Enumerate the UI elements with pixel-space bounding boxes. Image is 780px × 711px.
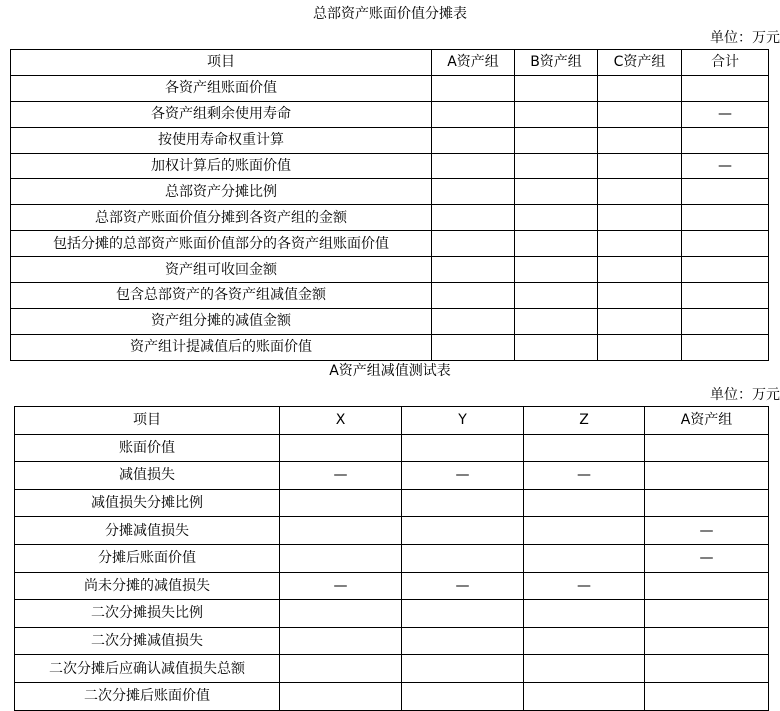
table-cell bbox=[682, 283, 769, 309]
column-header: Y bbox=[402, 407, 524, 435]
table-cell bbox=[598, 153, 682, 179]
table-cell: — bbox=[524, 572, 645, 600]
row-label: 二次分摊后应确认减值损失总额 bbox=[15, 655, 280, 683]
row-label: 分摊后账面价值 bbox=[15, 544, 280, 572]
row-label: 分摊减值损失 bbox=[15, 517, 280, 545]
row-label: 资产组分摊的减值金额 bbox=[11, 308, 432, 334]
row-label: 总部资产分摊比例 bbox=[11, 179, 432, 205]
table-cell bbox=[402, 600, 524, 628]
table-row bbox=[11, 257, 769, 283]
table-cell: — bbox=[402, 572, 524, 600]
table-cell bbox=[524, 682, 645, 710]
table-row bbox=[15, 572, 769, 600]
row-label: 减值损失 bbox=[15, 462, 280, 490]
table-cell bbox=[432, 283, 515, 309]
table-cell bbox=[645, 572, 769, 600]
row-label: 包含总部资产的各资产组减值金额 bbox=[11, 283, 432, 309]
table-cell bbox=[515, 283, 598, 309]
table-cell: — bbox=[645, 517, 769, 545]
table-cell bbox=[432, 205, 515, 231]
table-cell bbox=[598, 283, 682, 309]
table-cell bbox=[280, 489, 402, 517]
table-row bbox=[15, 462, 769, 490]
table-cell: — bbox=[645, 544, 769, 572]
table-cell bbox=[402, 627, 524, 655]
column-header: A资产组 bbox=[645, 407, 769, 435]
table1-title: 总部资产账面价值分摊表 bbox=[313, 6, 467, 22]
table-cell bbox=[432, 153, 515, 179]
table-cell bbox=[432, 257, 515, 283]
table-cell bbox=[280, 434, 402, 462]
table2-title: A资产组减值测试表 bbox=[329, 363, 451, 379]
table-cell: — bbox=[402, 462, 524, 490]
table-cell bbox=[645, 489, 769, 517]
table-row bbox=[11, 127, 769, 153]
table-cell bbox=[598, 101, 682, 127]
table-row bbox=[11, 308, 769, 334]
row-label: 包括分摊的总部资产账面价值部分的各资产组账面价值 bbox=[11, 231, 432, 257]
column-header: 项目 bbox=[15, 407, 280, 435]
column-header: 项目 bbox=[11, 50, 432, 76]
table-row bbox=[11, 153, 769, 179]
header-row bbox=[11, 50, 769, 76]
column-header: Z bbox=[524, 407, 645, 435]
asset-group-a-impairment-table bbox=[14, 406, 769, 711]
table-cell: — bbox=[280, 572, 402, 600]
table-cell bbox=[515, 231, 598, 257]
table-cell bbox=[598, 334, 682, 360]
table-cell bbox=[515, 75, 598, 101]
table-cell bbox=[645, 655, 769, 683]
row-label: 加权计算后的账面价值 bbox=[11, 153, 432, 179]
row-label: 尚未分摊的减值损失 bbox=[15, 572, 280, 600]
table2-header bbox=[15, 407, 769, 435]
table-cell bbox=[682, 127, 769, 153]
header-row bbox=[15, 407, 769, 435]
table-cell bbox=[645, 434, 769, 462]
table-row bbox=[15, 489, 769, 517]
table-cell bbox=[515, 153, 598, 179]
table-cell bbox=[682, 75, 769, 101]
column-header: A资产组 bbox=[432, 50, 515, 76]
row-label: 资产组可收回金额 bbox=[11, 257, 432, 283]
table-cell bbox=[515, 127, 598, 153]
table-cell bbox=[280, 600, 402, 628]
table-cell bbox=[402, 682, 524, 710]
table-cell bbox=[402, 517, 524, 545]
table-cell bbox=[402, 655, 524, 683]
table-row bbox=[11, 205, 769, 231]
table-cell bbox=[598, 308, 682, 334]
table-cell bbox=[598, 75, 682, 101]
table-cell bbox=[432, 101, 515, 127]
table-cell bbox=[402, 489, 524, 517]
table-row bbox=[15, 600, 769, 628]
table-row bbox=[15, 682, 769, 710]
headquarters-asset-allocation-table bbox=[10, 49, 769, 361]
table-cell bbox=[432, 308, 515, 334]
row-label: 各资产组账面价值 bbox=[11, 75, 432, 101]
table-cell bbox=[515, 308, 598, 334]
table-row bbox=[11, 179, 769, 205]
table-cell bbox=[682, 205, 769, 231]
table-cell bbox=[432, 75, 515, 101]
table-cell bbox=[524, 434, 645, 462]
table-cell bbox=[524, 517, 645, 545]
table-cell bbox=[432, 231, 515, 257]
table-cell bbox=[682, 231, 769, 257]
table-cell bbox=[598, 231, 682, 257]
column-header: C资产组 bbox=[598, 50, 682, 76]
table-cell bbox=[598, 127, 682, 153]
table-cell bbox=[432, 334, 515, 360]
row-label: 账面价值 bbox=[15, 434, 280, 462]
table-row bbox=[11, 231, 769, 257]
table-cell bbox=[524, 489, 645, 517]
table-cell bbox=[598, 257, 682, 283]
table1-unit: 单位：万元 bbox=[710, 30, 780, 46]
table-cell bbox=[402, 544, 524, 572]
table-cell: — bbox=[280, 462, 402, 490]
table-row bbox=[15, 655, 769, 683]
table-cell bbox=[645, 627, 769, 655]
table-cell bbox=[515, 334, 598, 360]
table-cell bbox=[682, 257, 769, 283]
table-row bbox=[11, 75, 769, 101]
column-header: 合计 bbox=[682, 50, 769, 76]
table-cell bbox=[682, 179, 769, 205]
table-row bbox=[15, 627, 769, 655]
row-label: 二次分摊减值损失 bbox=[15, 627, 280, 655]
table-cell bbox=[645, 462, 769, 490]
table-cell bbox=[524, 627, 645, 655]
table-cell bbox=[682, 334, 769, 360]
table-row bbox=[11, 101, 769, 127]
table-cell bbox=[280, 627, 402, 655]
row-label: 减值损失分摊比例 bbox=[15, 489, 280, 517]
table-row bbox=[11, 283, 769, 309]
column-header: X bbox=[280, 407, 402, 435]
column-header: B资产组 bbox=[515, 50, 598, 76]
table-cell: — bbox=[524, 462, 645, 490]
table-cell bbox=[524, 600, 645, 628]
table-cell bbox=[280, 517, 402, 545]
table-cell bbox=[515, 257, 598, 283]
table-cell bbox=[280, 544, 402, 572]
table-cell bbox=[524, 655, 645, 683]
table-cell: — bbox=[682, 101, 769, 127]
table-cell bbox=[432, 179, 515, 205]
row-label: 各资产组剩余使用寿命 bbox=[11, 101, 432, 127]
row-label: 总部资产账面价值分摊到各资产组的金额 bbox=[11, 205, 432, 231]
table-row bbox=[15, 544, 769, 572]
table-row bbox=[11, 334, 769, 360]
table-cell bbox=[682, 308, 769, 334]
table2-unit: 单位：万元 bbox=[710, 387, 780, 403]
table-cell bbox=[515, 205, 598, 231]
table-cell bbox=[645, 682, 769, 710]
table-cell bbox=[515, 101, 598, 127]
table-cell bbox=[598, 205, 682, 231]
table-cell bbox=[432, 127, 515, 153]
row-label: 资产组计提减值后的账面价值 bbox=[11, 334, 432, 360]
table-cell bbox=[515, 179, 598, 205]
table-cell: — bbox=[682, 153, 769, 179]
row-label: 按使用寿命权重计算 bbox=[11, 127, 432, 153]
table-cell bbox=[280, 682, 402, 710]
table2-body bbox=[15, 434, 769, 710]
table-cell bbox=[524, 544, 645, 572]
row-label: 二次分摊损失比例 bbox=[15, 600, 280, 628]
table-cell bbox=[280, 655, 402, 683]
table-cell bbox=[645, 600, 769, 628]
row-label: 二次分摊后账面价值 bbox=[15, 682, 280, 710]
table-row bbox=[15, 434, 769, 462]
table-row bbox=[15, 517, 769, 545]
table-cell bbox=[402, 434, 524, 462]
table1-header bbox=[11, 50, 769, 76]
table1-body bbox=[11, 75, 769, 360]
table-cell bbox=[598, 179, 682, 205]
